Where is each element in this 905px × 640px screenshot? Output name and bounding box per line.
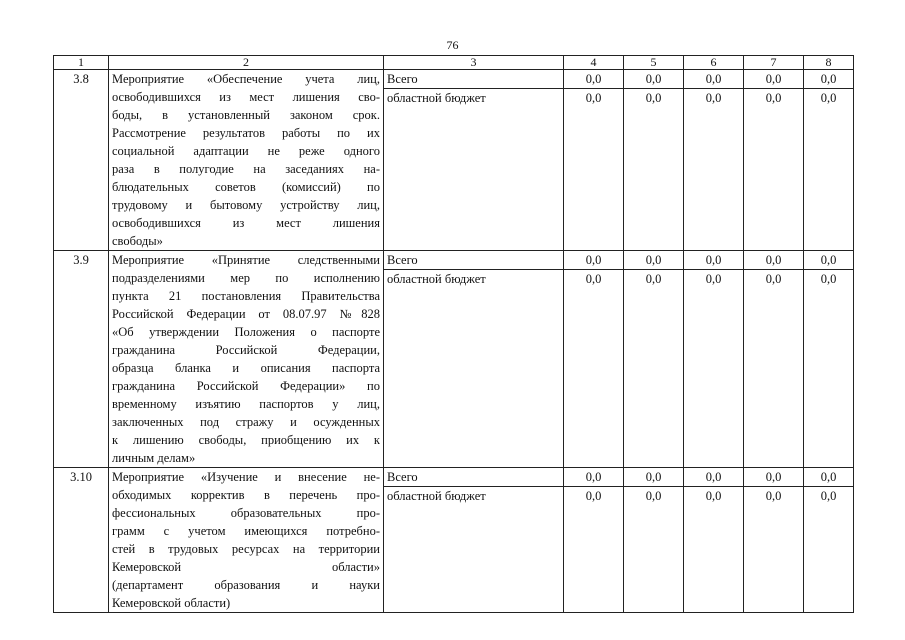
value-cell: 0,0 xyxy=(624,487,684,613)
value-cell: 0,0 xyxy=(804,251,854,270)
value-cell: 0,0 xyxy=(684,89,744,251)
funding-source: Всего xyxy=(384,251,564,270)
description-line: свободы» xyxy=(112,234,163,248)
funding-source: областной бюджет xyxy=(384,487,564,613)
description-line: блюдательных советов (комиссий) по xyxy=(112,180,380,194)
funding-source: областной бюджет xyxy=(384,270,564,468)
description-line: гражданина Российской Федерации, xyxy=(112,343,380,357)
value-cell: 0,0 xyxy=(564,70,624,89)
header-row xyxy=(54,56,854,70)
value-cell: 0,0 xyxy=(564,270,624,468)
measure-description xyxy=(109,70,384,251)
value-cell: 0,0 xyxy=(624,70,684,89)
value-cell: 0,0 xyxy=(624,468,684,487)
description-line: подразделениями мер по исполнению xyxy=(112,271,380,285)
measure-description xyxy=(109,251,384,468)
description-line: образца бланка и описания паспорта xyxy=(112,361,380,375)
description-line: освободившихся из мест лишения xyxy=(112,216,380,230)
program-table xyxy=(53,55,854,613)
value-cell: 0,0 xyxy=(684,70,744,89)
header-cell: 4 xyxy=(564,56,624,70)
description-line: Мероприятие «Принятие следственными xyxy=(112,253,380,267)
description-line: Кемеровской области» xyxy=(112,560,380,574)
value-cell: 0,0 xyxy=(744,468,804,487)
description-line: фессиональных образовательных про- xyxy=(112,506,380,520)
description-line: Мероприятие «Обеспечение учета лиц, xyxy=(112,72,380,86)
value-cell: 0,0 xyxy=(804,468,854,487)
value-cell: 0,0 xyxy=(804,487,854,613)
description-line: социальной адаптации не реже одного xyxy=(112,144,380,158)
value-cell: 0,0 xyxy=(564,468,624,487)
table-row xyxy=(54,468,854,487)
description-line: заключенных под стражу и осужденных xyxy=(112,415,380,429)
value-cell: 0,0 xyxy=(744,270,804,468)
header-cell: 3 xyxy=(384,56,564,70)
description-line: Кемеровской области) xyxy=(112,596,231,610)
description-line: стей в трудовых ресурсах на территории xyxy=(112,542,380,556)
header-cell: 5 xyxy=(624,56,684,70)
description-line: раза в полугодие на заседаниях на- xyxy=(112,162,380,176)
page-number: 76 xyxy=(446,38,459,52)
value-cell: 0,0 xyxy=(744,89,804,251)
description-line: трудовому и бытовому устройству лиц, xyxy=(112,198,380,212)
value-cell: 0,0 xyxy=(624,251,684,270)
header-cell: 7 xyxy=(744,56,804,70)
description-line: Рассмотрение результатов работы по их xyxy=(112,126,380,140)
header-cell: 2 xyxy=(109,56,384,70)
value-cell: 0,0 xyxy=(684,487,744,613)
description-line: освободившихся из мест лишения сво- xyxy=(112,90,380,104)
value-cell: 0,0 xyxy=(744,251,804,270)
description-line: к лишению свободы, приобщению их к xyxy=(112,433,380,447)
item-number: 3.9 xyxy=(54,251,109,468)
item-number: 3.8 xyxy=(54,70,109,251)
description-line: обходимых корректив в перечень про- xyxy=(112,488,380,502)
value-cell: 0,0 xyxy=(564,251,624,270)
document-body xyxy=(53,55,853,613)
funding-source: Всего xyxy=(384,468,564,487)
table-row xyxy=(54,70,854,89)
value-cell: 0,0 xyxy=(684,251,744,270)
value-cell: 0,0 xyxy=(624,89,684,251)
description-line: Российской Федерации от 08.07.97 №828 xyxy=(112,307,380,321)
value-cell: 0,0 xyxy=(744,487,804,613)
funding-source: областной бюджет xyxy=(384,89,564,251)
value-cell: 0,0 xyxy=(744,70,804,89)
value-cell: 0,0 xyxy=(804,70,854,89)
value-cell: 0,0 xyxy=(804,270,854,468)
measure-description xyxy=(109,468,384,613)
value-cell: 0,0 xyxy=(624,270,684,468)
value-cell: 0,0 xyxy=(684,270,744,468)
table-row xyxy=(54,251,854,270)
value-cell: 0,0 xyxy=(564,89,624,251)
value-cell: 0,0 xyxy=(564,487,624,613)
description-line: «Об утверждении Положения о паспорте xyxy=(112,325,380,339)
description-line: боды, в установленный законом срок. xyxy=(112,108,380,122)
description-line: временному изъятию паспортов у лиц, xyxy=(112,397,380,411)
value-cell: 0,0 xyxy=(804,89,854,251)
description-line: грамм с учетом имеющихся потребно- xyxy=(112,524,380,538)
funding-source: Всего xyxy=(384,70,564,89)
header-cell: 8 xyxy=(804,56,854,70)
header-cell: 1 xyxy=(54,56,109,70)
description-line: гражданина Российской Федерации» по xyxy=(112,379,380,393)
description-line: личным делам» xyxy=(112,451,196,465)
description-line: (департамент образования и науки xyxy=(112,578,380,592)
item-number: 3.10 xyxy=(54,468,109,613)
header-cell: 6 xyxy=(684,56,744,70)
value-cell: 0,0 xyxy=(684,468,744,487)
description-line: Мероприятие «Изучение и внесение не- xyxy=(112,470,380,484)
description-line: пункта 21 постановления Правительства xyxy=(112,289,380,303)
